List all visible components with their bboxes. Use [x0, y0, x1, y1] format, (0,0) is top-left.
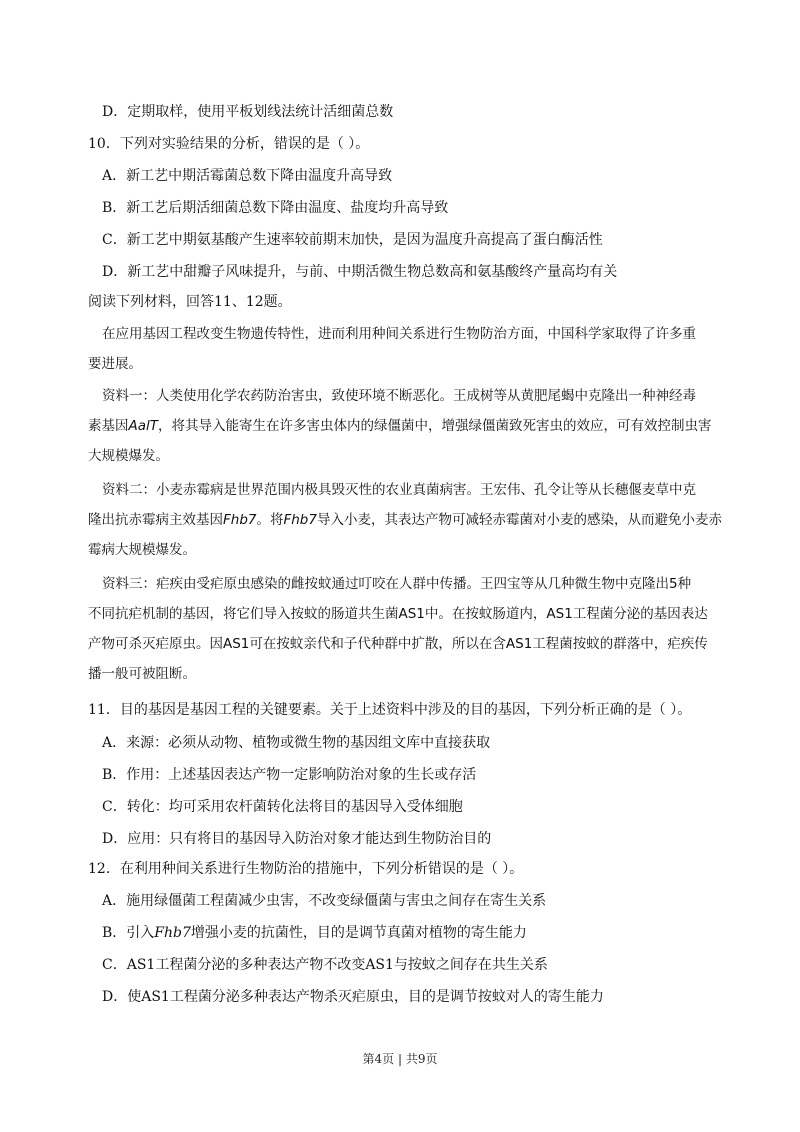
question-11-option-b: B．作用：上述基因表达产物一定影响防治对象的生长或存活 [102, 767, 477, 783]
material-3-line1: 资料三：疟疾由受疟原虫感染的雌按蚊通过叮咬在人群中传播。王四宝等从几种微生物中克隆出5种 [102, 576, 692, 592]
material-1-line1: 资料一：人类使用化学农药防治害虫，致使环境不断恶化。王成树等从黄肥尾蝎中克隆出一种神经毒 [102, 388, 696, 404]
gene-fhb7: Fhb7 [154, 925, 191, 941]
question-11-option-d: D．应用：只有将目的基因导入防治对象才能达到生物防治目的 [102, 831, 492, 847]
material-1-text-a: 素基因 [88, 418, 129, 434]
question-11-option-a: A．来源：必须从动物、植物或微生物的基因组文库中直接获取 [102, 735, 491, 751]
material-1-text-b: ，将其导入能寄生在许多害虫体内的绿僵菌中，增强绿僵菌致死害虫的效应，可有效控制虫害 [158, 418, 712, 434]
question-11-option-c: C．转化：均可采用农杆菌转化法将目的基因导入受体细胞 [102, 799, 463, 815]
option-b-prefix: B．引入 [102, 925, 155, 941]
material-3-line2: 不同抗疟机制的基因，将它们导入按蚊的肠道共生菌AS1中。在按蚊肠道内，AS1工程菌分泌的基因表达 [88, 606, 708, 622]
material-3-line3: 产物可杀灭疟原虫。因AS1可在按蚊亲代和子代种群中扩散，所以在含AS1工程菌按蚊的群落中，疟疾传 [88, 636, 708, 652]
question-12-stem: 12．在利用种间关系进行生物防治的措施中，下列分析错误的是（ ）。 [88, 861, 524, 877]
reading-intro: 阅读下列材料，回答11、12题。 [88, 294, 292, 310]
question-10-stem: 10．下列对实验结果的分析，错误的是（ ）。 [88, 136, 370, 152]
material-2-text-c: 导入小麦，其表达产物可减轻赤霉菌对小麦的感染，从而避免小麦赤 [316, 512, 722, 528]
gene-fhb7: Fhb7 [283, 512, 317, 528]
material-2-line3: 霉病大规模爆发。 [88, 542, 196, 558]
question-10-option-d: D．新工艺中甜瓣子风味提升，与前、中期活微生物总数高和氨基酸终产量高均有关 [102, 264, 618, 280]
reading-para1-line2: 要进展。 [88, 356, 142, 372]
material-2-line2 [88, 510, 722, 530]
material-2-line1: 资料二：小麦赤霉病是世界范围内极具毁灭性的农业真菌病害。王宏伟、孔令让等从长穗偃麦草中克 [102, 482, 696, 498]
question-10-option-c: C．新工艺中期氨基酸产生速率较前期末加快，是因为温度升高提高了蛋白酶活性 [102, 232, 603, 248]
question-9-option-d: D．定期取样，使用平板划线法统计活细菌总数 [102, 104, 394, 120]
material-1-line3: 大规模爆发。 [88, 448, 169, 464]
material-3-line4: 播一般可被阻断。 [88, 666, 196, 682]
material-1-line2 [88, 416, 712, 436]
gene-aalt: AalT [128, 418, 159, 434]
question-12-option-a: A．施用绿僵菌工程菌减少虫害，不改变绿僵菌与害虫之间存在寄生关系 [102, 893, 547, 909]
question-10-option-a: A．新工艺中期活霉菌总数下降由温度升高导致 [102, 168, 393, 184]
gene-fhb7: Fhb7 [223, 512, 257, 528]
question-12-option-d: D．使AS1工程菌分泌多种表达产物杀灭疟原虫，目的是调节按蚊对人的寄生能力 [102, 989, 604, 1005]
option-b-suffix: 增强小麦的抗菌性，目的是调节真菌对植物的寄生能力 [190, 925, 527, 941]
material-2-text-b: 。将 [256, 512, 284, 528]
page-footer: 第4页 | 共9页 [362, 1052, 438, 1066]
question-12-option-c: C．AS1工程菌分泌的多种表达产物不改变AS1与按蚊之间存在共生关系 [102, 957, 548, 973]
material-2-text-a: 隆出抗赤霉病主效基因 [88, 512, 223, 528]
question-11-stem: 11．目的基因是基因工程的关键要素。关于上述资料中涉及的目的基因，下列分析正确的是（ ）。 [88, 702, 692, 718]
question-10-option-b: B．新工艺后期活细菌总数下降由温度、盐度均升高导致 [102, 200, 449, 216]
question-12-option-b [102, 923, 527, 943]
reading-para1-line1: 在应用基因工程改变生物遗传特性，进而利用种间关系进行生物防治方面，中国科学家取得了许多重 [102, 326, 696, 342]
